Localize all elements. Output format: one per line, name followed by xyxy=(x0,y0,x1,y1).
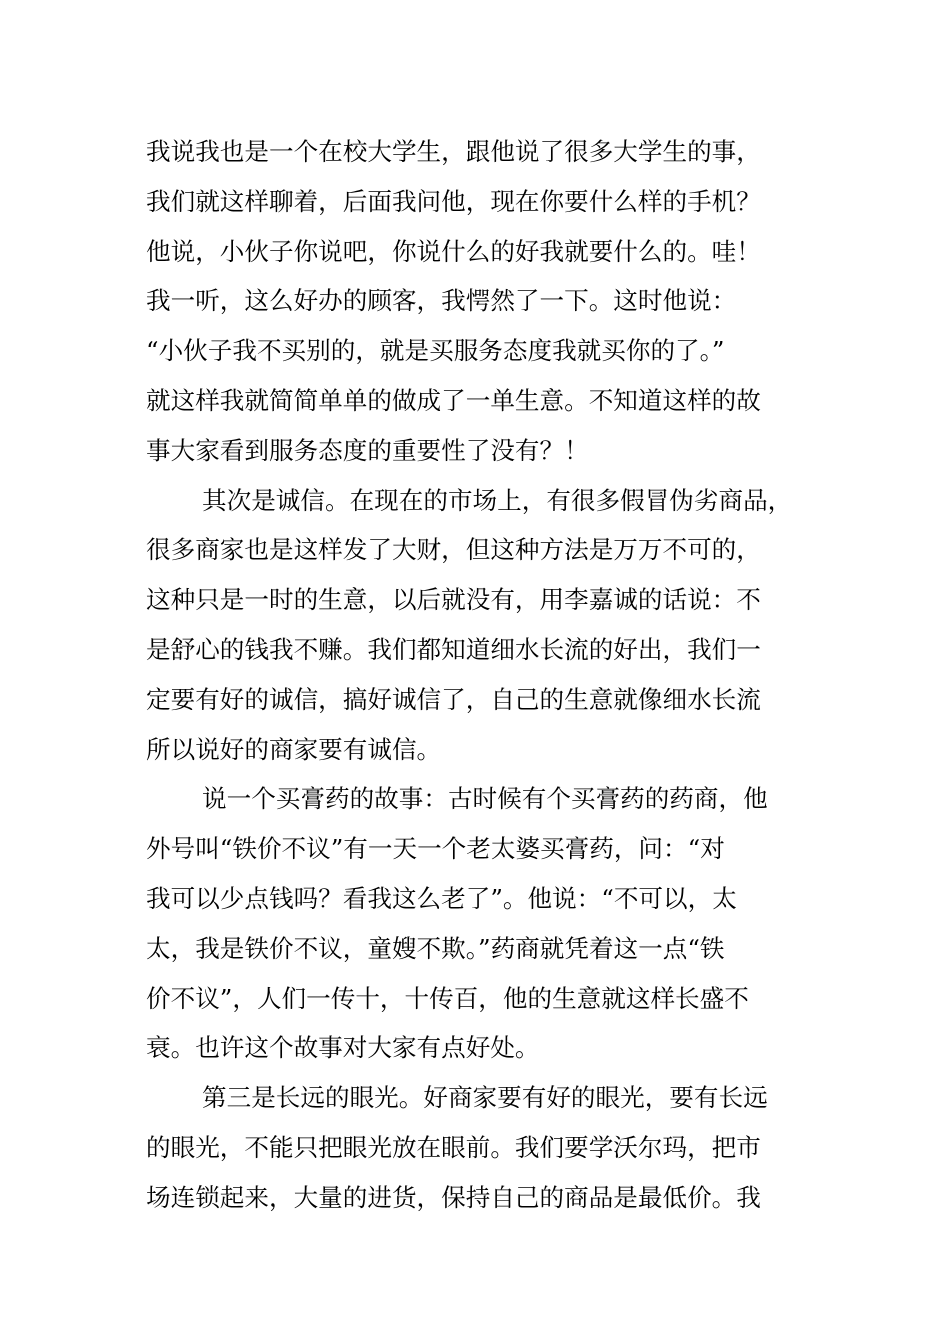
text-line: 我们就这样聊着，后面我问他，现在你要什么样的手机？ xyxy=(146,186,761,216)
text-line: 说一个买膏药的故事：古时候有个买膏药的药商，他 xyxy=(202,784,768,814)
text-line: “小伙子我不买别的，就是买服务态度我就买你的了。” xyxy=(146,336,725,366)
text-line: 价不议”，人们一传十，十传百，他的生意就这样长盛不 xyxy=(146,983,749,1013)
text-line: 衰。也许这个故事对大家有点好处。 xyxy=(146,1033,540,1063)
text-line: 外号叫“铁价不议”有一天一个老太婆买膏药，问：“对 xyxy=(146,834,725,864)
document-body xyxy=(146,127,816,1223)
text-line: 这种只是一时的生意，以后就没有，用李嘉诚的话说：不 xyxy=(146,585,761,615)
text-line: 我可以少点钱吗？看我这么老了”。他说：“不可以，太 xyxy=(146,883,737,913)
text-line: 我说我也是一个在校大学生，跟他说了很多大学生的事， xyxy=(146,137,761,166)
text-line: 事大家看到服务态度的重要性了没有？！ xyxy=(146,435,589,465)
text-line: 定要有好的诚信，搞好诚信了，自己的生意就像细水长流 xyxy=(146,684,761,714)
text-line: 很多商家也是这样发了大财，但这种方法是万万不可的， xyxy=(146,535,761,565)
text-line: 他说，小伙子你说吧，你说什么的好我就要什么的。哇！ xyxy=(146,236,761,266)
text-line: 其次是诚信。在现在的市场上，有很多假冒伪劣商品， xyxy=(202,485,793,515)
text-line: 场连锁起来，大量的进货，保持自己的商品是最低价。我 xyxy=(146,1182,761,1212)
text-line: 就这样我就简简单单的做成了一单生意。不知道这样的故 xyxy=(146,385,761,415)
text-line: 第三是长远的眼光。好商家要有好的眼光，要有长远 xyxy=(202,1083,768,1113)
text-line: 所以说好的商家要有诚信。 xyxy=(146,734,442,764)
text-line: 的眼光，不能只把眼光放在眼前。我们要学沃尔玛，把市 xyxy=(146,1132,761,1162)
text-line: 太，我是铁价不议，童嫂不欺。”药商就凭着这一点“铁 xyxy=(146,933,725,963)
text-line: 我一听，这么好办的顾客，我愕然了一下。这时他说： xyxy=(146,286,737,316)
text-line: 是舒心的钱我不赚。我们都知道细水长流的好出，我们一 xyxy=(146,634,761,664)
